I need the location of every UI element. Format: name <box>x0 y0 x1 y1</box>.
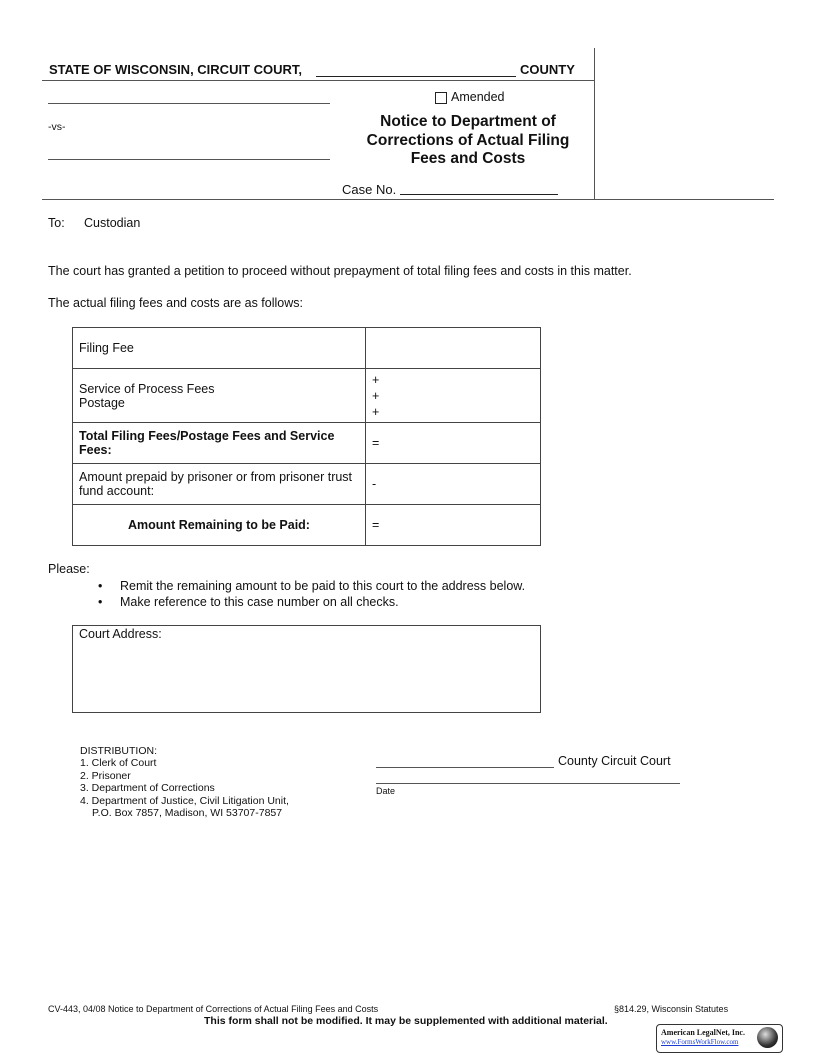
plaintiff-name-field[interactable] <box>48 103 330 104</box>
distribution-list <box>80 745 289 819</box>
table-row <box>73 423 541 464</box>
prepaid-label: Amount prepaid by prisoner or from prisoner trust fund account: <box>73 464 366 505</box>
filing-fee-amount[interactable] <box>366 328 541 369</box>
list-item: 2. Prisoner <box>80 769 131 782</box>
to-label: To: <box>48 216 65 230</box>
please-list <box>96 578 525 610</box>
date-label: Date <box>376 786 396 796</box>
postage-label: Postage <box>79 395 125 410</box>
total-fees-amount[interactable]: = <box>366 423 541 464</box>
amended-label: Amended <box>451 90 505 104</box>
list-item: • Remit the remaining amount to be paid to this court to the address below. <box>96 578 525 594</box>
form-title-line-1: Notice to Department of <box>380 113 556 130</box>
table-row <box>73 328 541 369</box>
date-field[interactable] <box>376 783 680 784</box>
table-row <box>73 505 541 546</box>
service-postage-cell <box>73 369 366 423</box>
remaining-amount[interactable]: = <box>366 505 541 546</box>
list-item: 1. Clerk of Court <box>80 757 157 770</box>
case-no-label: Case No. <box>342 182 397 197</box>
list-item: 4. Department of Justice, Civil Litigation Unit, <box>80 794 289 807</box>
modification-notice: This form shall not be modified. It may be supplemented with additional material. <box>204 1015 608 1027</box>
plus-sign: + <box>372 388 380 403</box>
form-title <box>340 113 596 169</box>
table-row <box>73 369 541 423</box>
remaining-label: Amount Remaining to be Paid: <box>73 505 366 546</box>
header-divider-top <box>42 80 594 81</box>
statute-reference: §814.29, Wisconsin Statutes <box>614 1004 729 1014</box>
list-item: P.O. Box 7857, Madison, WI 53707-7857 <box>92 807 283 820</box>
county-label: COUNTY <box>520 62 575 77</box>
state-court-label: STATE OF WISCONSIN, CIRCUIT COURT, <box>49 62 303 77</box>
vs-label: -vs- <box>48 121 66 133</box>
prepaid-amount[interactable]: - <box>366 464 541 505</box>
list-item: 3. Department of Corrections <box>80 782 215 795</box>
court-address-label: Court Address: <box>79 627 162 641</box>
plus-sign: + <box>372 404 380 419</box>
logo-name: American LegalNet, Inc. <box>661 1028 745 1037</box>
defendant-name-field[interactable] <box>48 159 330 160</box>
plus-sign: + <box>372 372 380 387</box>
case-no-field[interactable] <box>400 194 558 195</box>
service-fees-label: Service of Process Fees <box>79 381 215 396</box>
filing-fee-label: Filing Fee <box>73 328 366 369</box>
actual-fees-paragraph: The actual filing fees and costs are as follows: <box>48 296 303 310</box>
county-circuit-court-field[interactable] <box>376 767 554 768</box>
court-address-box[interactable] <box>72 625 541 713</box>
county-name-field[interactable] <box>316 76 516 77</box>
logo-url[interactable]: www.FormsWorkFlow.com <box>661 1038 739 1046</box>
please-label: Please: <box>48 562 90 576</box>
fees-table <box>72 327 541 546</box>
amended-checkbox[interactable] <box>435 92 447 104</box>
table-row <box>73 464 541 505</box>
distribution-title: DISTRIBUTION: <box>80 745 158 757</box>
header-divider-bottom <box>42 199 774 200</box>
list-item: • Make reference to this case number on all checks. <box>96 594 525 610</box>
form-id: CV-443, 04/08 Notice to Department of Corrections of Actual Filing Fees and Costs <box>48 1004 379 1014</box>
legalnet-logo[interactable] <box>656 1024 783 1053</box>
service-postage-amount[interactable] <box>366 369 541 423</box>
total-fees-label: Total Filing Fees/Postage Fees and Service Fees: <box>73 423 366 464</box>
globe-icon <box>757 1027 778 1048</box>
form-title-line-3: Fees and Costs <box>410 150 526 167</box>
form-title-line-2: Corrections of Actual Filing <box>366 131 570 149</box>
granted-paragraph: The court has granted a petition to proceed without prepayment of total filing fees and costs in this matter. <box>48 264 632 278</box>
to-value: Custodian <box>84 216 141 230</box>
amended-option[interactable] <box>435 90 505 104</box>
county-circuit-court-label: County Circuit Court <box>558 754 671 768</box>
